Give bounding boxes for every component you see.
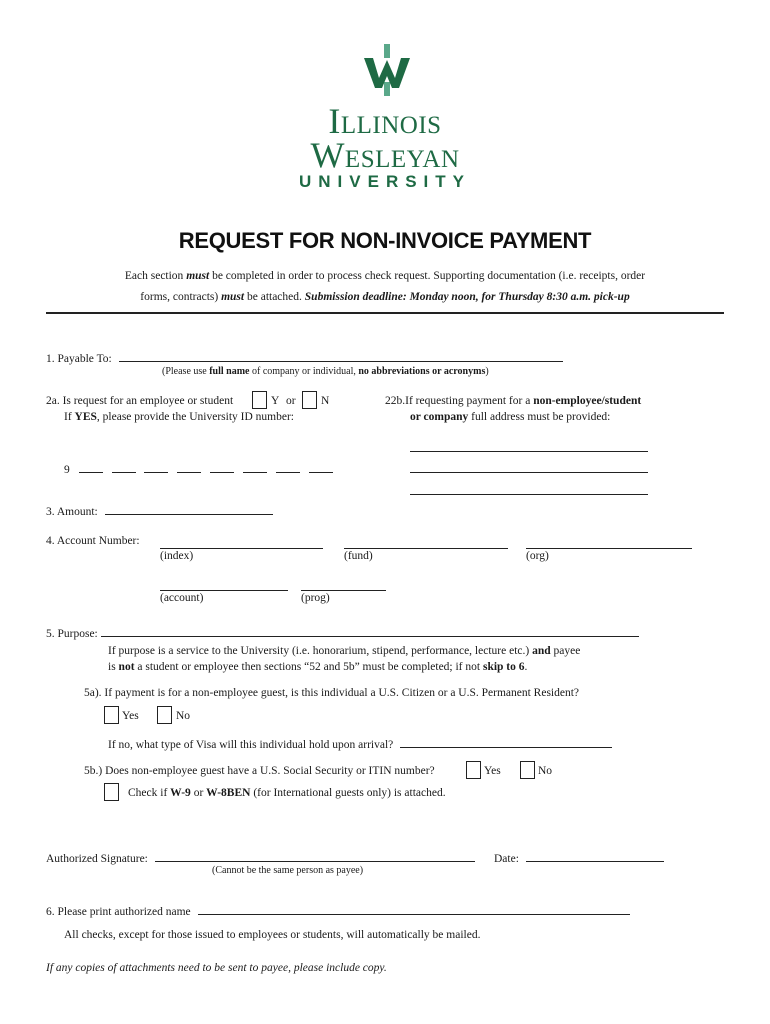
address-field-1[interactable]: [410, 439, 648, 452]
amount-field[interactable]: [105, 502, 273, 515]
visa-row: [108, 735, 612, 751]
no-checkbox[interactable]: [302, 391, 317, 409]
mail-note: All checks, except for those issued to employees or students, will automatically be mailed.: [64, 929, 481, 941]
id-digit-field[interactable]: [79, 460, 103, 473]
header-divider: [46, 312, 724, 314]
fund-caption: (fund): [344, 550, 373, 562]
citizen-no-label: No: [176, 710, 191, 722]
citizen-yes-checkbox[interactable]: [104, 706, 119, 724]
date-field[interactable]: [526, 849, 664, 862]
signature-row: [46, 849, 475, 865]
id-digit-field[interactable]: [144, 460, 168, 473]
w9-checkbox[interactable]: [104, 783, 119, 801]
prog-field[interactable]: [301, 578, 386, 591]
page-title: REQUEST FOR NON-INVOICE PAYMENT: [178, 228, 592, 253]
date-row: [494, 849, 664, 865]
address-field-2[interactable]: [410, 460, 648, 473]
payable-to-field[interactable]: [119, 349, 563, 362]
signature-field[interactable]: [155, 849, 475, 862]
amount-row: [46, 502, 273, 518]
w9-note: Check if W-9 or W-8BEN (for International guests only) is attached.: [128, 787, 446, 799]
prog-caption: (prog): [301, 592, 330, 604]
fund-field[interactable]: [344, 536, 508, 549]
id-prefix: 9: [64, 464, 70, 476]
purpose-field[interactable]: [101, 624, 639, 637]
address-field-3[interactable]: [410, 482, 648, 495]
purpose-label: 5. Purpose:: [46, 628, 98, 640]
account-number-label: 4. Account Number:: [46, 535, 140, 547]
id-digit-field[interactable]: [309, 460, 333, 473]
visa-field[interactable]: [400, 735, 612, 748]
citizen-question: 5a). If payment is for a non-employee guest, is this individual a U.S. Citizen or a U.S. Permanent Resident?: [84, 687, 580, 699]
attachments-note: If any copies of attachments need to be sent to payee, please include copy.: [46, 962, 387, 974]
signature-note: (Cannot be the same person as payee): [212, 865, 364, 876]
ssn-question: 5b.) Does non-employee guest have a U.S. Social Security or ITIN number?: [84, 765, 435, 777]
date-label: Date:: [494, 853, 519, 865]
citizen-yes-label: Yes: [122, 710, 139, 722]
purpose-row: [46, 624, 639, 640]
print-name-label: 6. Please print authorized name: [46, 906, 191, 918]
employee-question: 2a. Is request for an employee or student: [46, 395, 234, 407]
account-caption: (account): [160, 592, 204, 604]
payable-to-note: (Please use full name of company or individual, no abbreviations or acronyms): [162, 366, 489, 377]
index-field[interactable]: [160, 536, 323, 549]
yes-checkbox[interactable]: [252, 391, 267, 409]
logo-university: UNIVERSITY: [298, 172, 472, 191]
intro-line-1: Each section must be completed in order to process check request. Supporting documentation (i.e. receipts, order: [124, 270, 646, 282]
ssn-no-checkbox[interactable]: [520, 761, 535, 779]
payable-to-label: 1. Payable To:: [46, 353, 112, 365]
account-field[interactable]: [160, 578, 288, 591]
ssn-yes-label: Yes: [484, 765, 501, 777]
purpose-note-line-1: If purpose is a service to the University (i.e. honorarium, stipend, performance, lecture etc.) and payee: [108, 645, 581, 657]
purpose-note-line-2: is not a student or employee then sections “52 and 5b” must be completed; if not skip to 6.: [108, 661, 528, 673]
index-caption: (index): [160, 550, 194, 562]
ssn-no-label: No: [538, 765, 553, 777]
n-label: N: [321, 395, 330, 407]
org-caption: (org): [526, 550, 549, 562]
signature-label: Authorized Signature:: [46, 853, 148, 865]
ssn-yes-checkbox[interactable]: [466, 761, 481, 779]
citizen-no-checkbox[interactable]: [157, 706, 172, 724]
amount-label: 3. Amount:: [46, 506, 98, 518]
id-digit-field[interactable]: [210, 460, 234, 473]
university-id-prompt: If YES, please provide the University ID number:: [64, 411, 294, 423]
non-employee-address-line-1: 22b.If requesting payment for a non-employee/student: [385, 395, 642, 407]
w-monogram-icon: [364, 44, 410, 96]
intro-line-2: forms, contracts) must be attached. Submission deadline: Monday noon, for Thursday 8:30 a.m. pick-up: [140, 291, 630, 303]
payable-to-row: [46, 349, 563, 365]
id-digit-field[interactable]: [112, 460, 136, 473]
id-digit-field[interactable]: [243, 460, 267, 473]
university-id-row: [64, 460, 333, 476]
visa-question: If no, what type of Visa will this individual hold upon arrival?: [108, 739, 394, 751]
or-label: or: [286, 395, 296, 407]
org-field[interactable]: [526, 536, 692, 549]
id-digit-field[interactable]: [177, 460, 201, 473]
y-label: Y: [271, 395, 280, 407]
print-name-row: [46, 902, 630, 918]
logo-wesleyan: Wesleyan: [310, 135, 460, 175]
print-name-field[interactable]: [198, 902, 630, 915]
logo-illinois: Illinois: [328, 101, 442, 141]
non-employee-address-line-2: or company full address must be provided:: [410, 411, 611, 423]
id-digit-field[interactable]: [276, 460, 300, 473]
